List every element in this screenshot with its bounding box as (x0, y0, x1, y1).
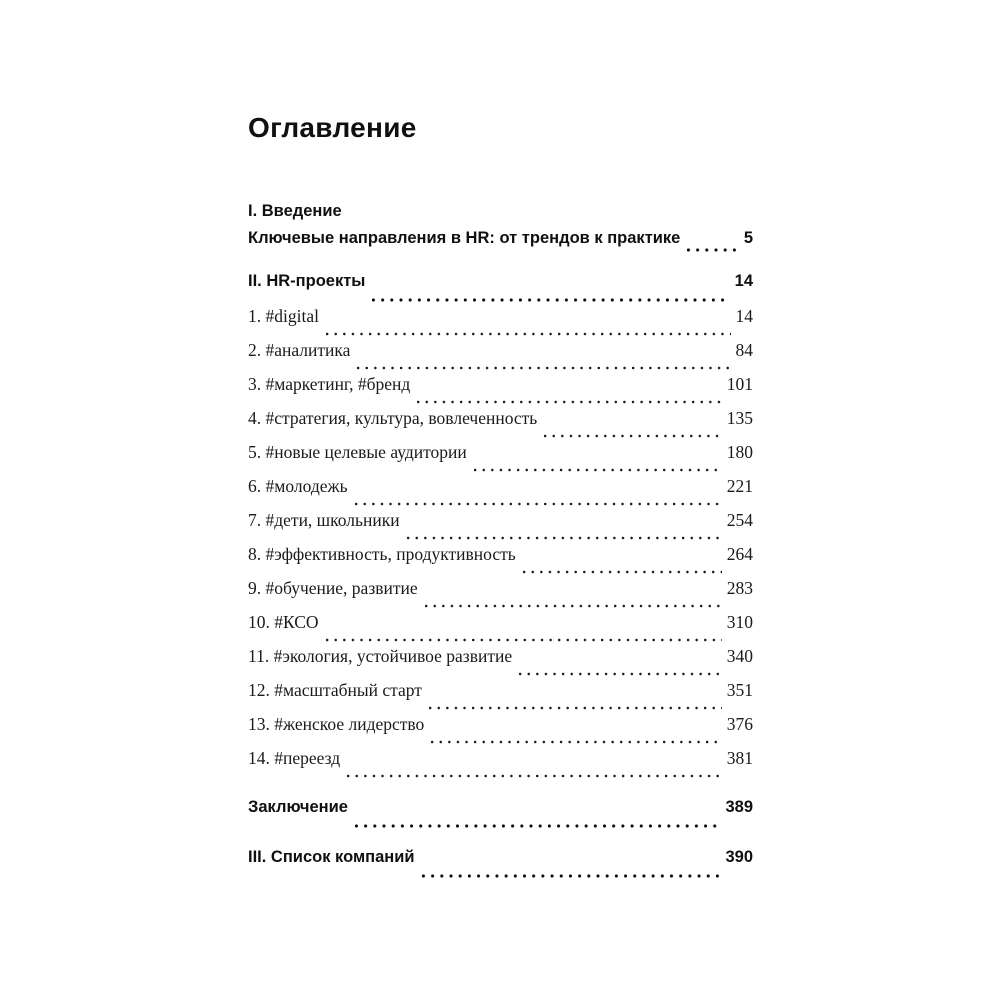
toc-entry-page: 180 (726, 442, 753, 462)
dot-leader (425, 604, 722, 608)
toc-entry-page: 351 (726, 680, 753, 700)
dot-leader (372, 298, 729, 302)
dot-leader (355, 824, 721, 828)
toc-entry-page: 135 (726, 408, 753, 428)
toc-entry (248, 578, 753, 612)
toc-content (248, 112, 753, 882)
toc-entry (248, 748, 753, 782)
toc-entry (248, 848, 753, 882)
toc-entry (248, 798, 753, 832)
toc-entry (248, 408, 753, 442)
toc-entry (248, 612, 753, 646)
toc-entry-label: 10. #КСО (248, 612, 319, 632)
toc-entry-label: 8. #эффективность, продуктивность (248, 544, 516, 564)
toc-entry-page: 221 (726, 476, 753, 496)
dot-leader (474, 468, 722, 472)
dot-leader (429, 706, 722, 710)
toc-entry-label: I. Введение (248, 202, 342, 220)
dot-leader (407, 536, 722, 540)
toc-entry (248, 374, 753, 408)
toc-entry-page: 14 (735, 306, 753, 326)
toc-entry-label: 11. #экология, устойчивое развитие (248, 646, 513, 666)
toc-entry (248, 340, 753, 374)
toc-entry-page: 376 (726, 714, 753, 734)
dot-leader (431, 740, 721, 744)
toc-entry-label: III. Список компаний (248, 848, 415, 866)
toc-entry-label: 9. #обучение, развитие (248, 578, 418, 598)
dot-leader (355, 502, 722, 506)
toc-entry-label: Ключевые направления в HR: от трендов к практике (248, 229, 681, 247)
toc-entry (248, 272, 753, 306)
toc-entry (248, 510, 753, 544)
toc-entry-page: 310 (726, 612, 753, 632)
toc-entry-label: 12. #масштабный старт (248, 680, 422, 700)
toc-entry (248, 229, 753, 256)
toc-entry-page: 340 (726, 646, 753, 666)
page-title: Оглавление (248, 112, 417, 143)
toc-entries (248, 202, 753, 882)
dot-leader (422, 874, 721, 878)
toc-entry-label: II. HR-проекты (248, 272, 366, 290)
toc-entry-label: 5. #новые целевые аудитории (248, 442, 467, 462)
toc-entry (248, 680, 753, 714)
dot-leader (523, 570, 722, 574)
toc-entry (248, 646, 753, 680)
toc-entry-page: 101 (726, 374, 753, 394)
toc-entry-label: 1. #digital (248, 306, 319, 326)
toc-entry (248, 714, 753, 748)
dot-leader (326, 638, 722, 642)
toc-entry-page: 254 (726, 510, 753, 530)
toc-entry (248, 544, 753, 578)
toc-entry (248, 442, 753, 476)
toc-entry-page: 5 (743, 229, 753, 247)
toc-entry-label: 3. #маркетинг, #бренд (248, 374, 411, 394)
dot-leader (519, 672, 722, 676)
toc-entry-page: 84 (735, 340, 753, 360)
dot-leader (347, 774, 722, 778)
toc-entry-page: 283 (726, 578, 753, 598)
toc-entry-label: 13. #женское лидерство (248, 714, 425, 734)
toc-entry-label: 2. #аналитика (248, 340, 351, 360)
toc-entry-label: 6. #молодежь (248, 476, 348, 496)
toc-entry-page: 14 (734, 272, 753, 290)
toc-entry-page: 264 (726, 544, 753, 564)
toc-entry-label: Заключение (248, 798, 348, 816)
toc-entry (248, 476, 753, 510)
toc-entry-page: 389 (725, 798, 753, 816)
toc-entry-label: 14. #переезд (248, 748, 341, 768)
toc-entry-label: 4. #стратегия, культура, вовлеченность (248, 408, 538, 428)
dot-leader (417, 400, 721, 404)
toc-entry-label: 7. #дети, школьники (248, 510, 400, 530)
toc-entry-page: 381 (726, 748, 753, 768)
toc-entry-page: 390 (725, 848, 753, 866)
toc-entry (248, 306, 753, 340)
toc-entry (248, 202, 753, 229)
dot-leader (544, 434, 721, 438)
dot-leader (326, 332, 731, 336)
dot-leader (357, 366, 730, 370)
dot-leader (687, 248, 738, 252)
